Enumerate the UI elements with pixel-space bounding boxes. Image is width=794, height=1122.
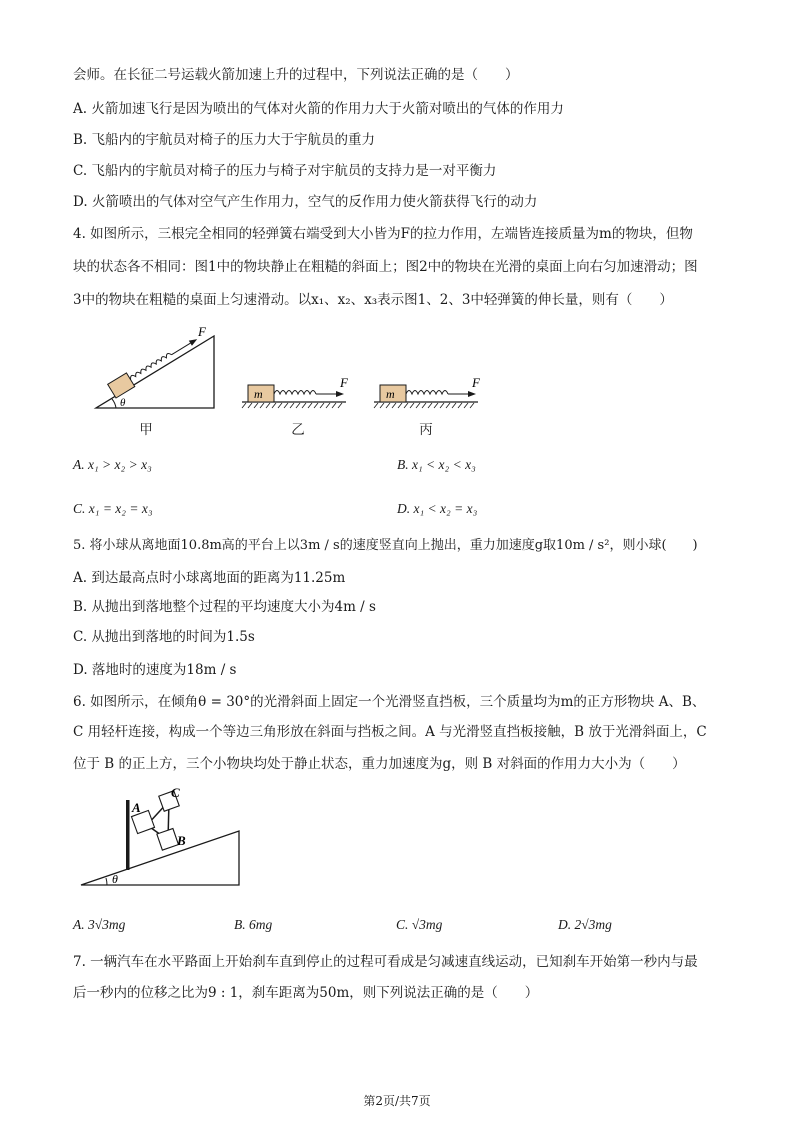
q6-option-b: B. 6mg [234,917,273,932]
q7-stem-line2: 后一秒内的位移之比为9 : 1，刹车距离为50m，则下列说法正确的是（ ） [73,985,539,1001]
q5-option-b: B. 从抛出到落地整个过程的平均速度大小为4m / s [73,599,376,615]
page-footer: 第2页/共7页 [363,1094,431,1108]
q6-option-d: D. 2√3mg [558,917,612,932]
q5-option-a: A. 到达最高点时小球离地面的距离为11.25m [73,570,346,586]
q4-stem-line1: 4. 如图所示，三根完全相同的轻弹簧右端受到大小皆为F的拉力作用，左端皆连接质量为m的物块，但物 [73,226,693,242]
q7-stem-line1: 7. 一辆汽车在水平路面上开始刹车直到停止的过程可看成是匀减速直线运动，已知刹车开始第一秒内与最 [73,954,698,970]
q4-figure-rough-table [370,374,482,412]
q4-fig2-force-label: F [340,375,348,390]
q4-fig3-force-label: F [472,375,480,390]
q3-option-c: C. 飞船内的宇航员对椅子的压力与椅子对宇航员的支持力是一对平衡力 [73,163,497,179]
q4-figure-smooth-table [238,374,350,412]
q3-option-a: A. 火箭加速飞行是因为喷出的气体对火箭的作用力大于火箭对喷出的气体的作用力 [73,101,564,117]
q3-option-b: B. 飞船内的宇航员对椅子的压力大于宇航员的重力 [73,132,376,148]
q6-angle-label: θ [112,872,118,886]
q4-option-a: A. x₁ > x₂ > x₃ [73,457,152,472]
q6-stem-line1: 6. 如图所示，在倾角θ = 30°的光滑斜面上固定一个光滑竖直挡板，三个质量均为m的正方形物块 A、B、 [73,694,706,710]
q4-stem-line3: 3中的物块在粗糙的桌面上匀速滑动。以x₁、x₂、x₃表示图1、2、3中轻弹簧的伸长量，则有（ ） [73,292,673,308]
q6-label-b: B [177,833,186,848]
q4-figure-incline [88,322,223,414]
q5-stem: 5. 将小球从离地面10.8m高的平台上以3m / s的速度竖直向上抛出，重力加速度g取10m / s²，则小球( ) [73,538,698,553]
q5-option-d: D. 落地时的速度为18m / s [73,662,237,678]
q6-label-c: C [171,785,180,800]
q4-caption-jia: 甲 [139,422,153,438]
q4-caption-yi: 乙 [291,422,305,438]
q4-fig2-mass-label: m [254,387,263,401]
q6-label-a: A [132,800,141,815]
q6-stem-line2: C 用轻杆连接，构成一个等边三角形放在斜面与挡板之间。A 与光滑竖直挡板接触，B 放于光滑斜面上，C [73,724,707,740]
q6-stem-line3: 位于 B 的正上方，三个小物块均处于静止状态，重力加速度为g，则 B 对斜面的作用力大小为（ ） [73,756,686,772]
q4-option-d: D. x₁ < x₂ = x₃ [397,501,478,516]
q6-figure [75,785,247,890]
q4-caption-bing: 丙 [419,422,433,438]
q4-stem-line2: 块的状态各不相同：图1中的物块静止在粗糙的斜面上；图2中的物块在光滑的桌面上向右匀加速滑动；图 [73,259,698,275]
q4-option-c: C. x₁ = x₂ = x₃ [73,501,153,516]
q3-stem: 会师。在长征二号运载火箭加速上升的过程中，下列说法正确的是（ ） [73,67,519,83]
q6-option-c: C. √3mg [396,917,443,932]
q5-option-c: C. 从抛出到落地的时间为1.5s [73,629,255,645]
q4-fig3-mass-label: m [386,387,395,401]
q4-fig1-angle-label: θ [120,397,126,409]
q4-option-b: B. x₁ < x₂ < x₃ [397,457,476,472]
q3-option-d: D. 火箭喷出的气体对空气产生作用力，空气的反作用力使火箭获得飞行的动力 [73,194,538,210]
q6-option-a: A. 3√3mg [73,917,126,932]
q4-fig1-force-label: F [198,324,206,339]
